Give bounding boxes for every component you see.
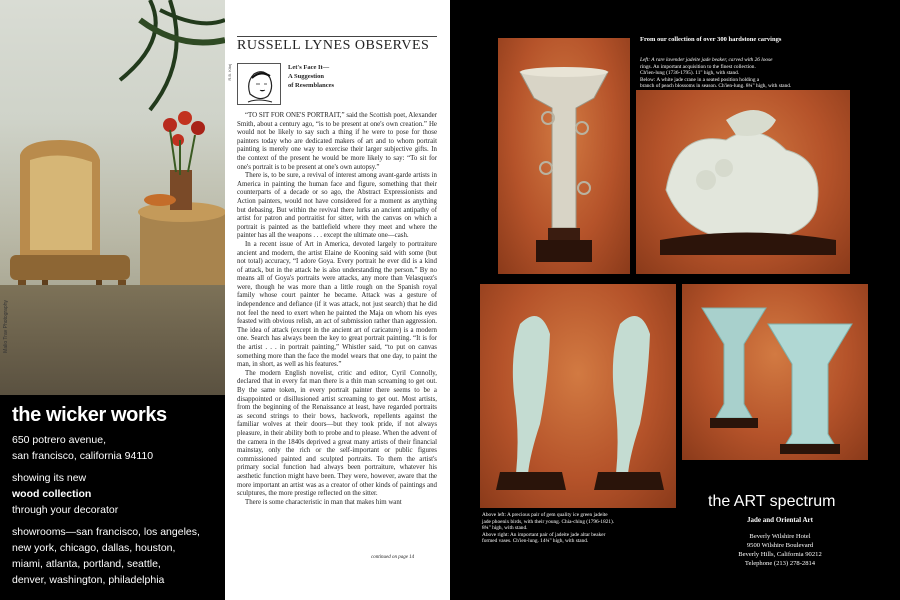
paragraph: There is, to be sure, a revival of interest among avant-garde artists in America in painting the human face and figure, something that their counterparts of a decade or so ago, the Abstract Expressionists and Action painters, would not have considered for a moment as anything but debasing. But within the revival there lurks an ancient antipathy of artist for patron and portraitist for sitter, with the canvas on which a portrait is painted as the battlefield where they meet and where the painter has all the weapons . . . except the ultimate one—cash. xyxy=(237,172,437,240)
article-subtitle xyxy=(288,63,334,90)
wicker-chair-photo xyxy=(0,0,225,395)
bottom-caption xyxy=(482,512,682,545)
subtitle-line: Let's Face It— xyxy=(288,64,330,71)
showrooms-line: denver, washington, philadelphia xyxy=(12,574,165,586)
article-body xyxy=(237,112,437,552)
paragraph: There is some characteristic in man that makes him want xyxy=(245,498,402,506)
caption-line: Left: A rare lavender jadeite jade beaker, carved with 26 loose xyxy=(640,57,773,63)
showrooms-line: miami, atlanta, portland, seattle, xyxy=(12,558,161,570)
address-line: 650 potrero avenue, xyxy=(12,434,106,446)
caption-line: Above left: A precious pair of gem quality ice green jadeite xyxy=(482,512,608,518)
paragraph: “TO SIT FOR ONE'S PORTRAIT,” said the Scottish poet, Alexander Smith, about a century ago, “is to be present at one's own creation.” He would not be likely to say such a thing if he were to pose for those painters today who are dedicated makers of art and to whom portrait painting is merely one way to exercise their larger subjective gifts. In the context of the present he would be more likely to say: “To sit for one's portrait is to be present at one's own autopsy.” xyxy=(237,112,437,171)
art-spectrum-logo: the ART spectrum xyxy=(708,493,836,510)
caption-line: branch of peach blossoms in season. Ch'ien-lung. 8¾" high, with stand. xyxy=(640,83,792,90)
caption-line: rings. An important acquisition to the finest collection. xyxy=(640,63,756,70)
photo-credit: Malio Trav Photography xyxy=(3,300,9,353)
address-line: 9500 Wilshire Boulevard xyxy=(746,542,814,549)
decorator-line: through your decorator xyxy=(12,504,119,516)
article-title: RUSSELL LYNES OBSERVES xyxy=(237,38,430,53)
portrait-credit: R.B. Kitaj xyxy=(227,64,232,81)
collection-line: wood collection xyxy=(12,488,92,500)
white-jade-crane-photo xyxy=(636,90,850,274)
continued-note: continued on page 14 xyxy=(371,555,415,560)
caption-line: Ch'ien-lung (1736-1795). 11" high, with stand. xyxy=(640,70,740,77)
altar-vases-photo xyxy=(682,284,868,460)
lavender-beaker-photo xyxy=(498,38,630,274)
subtitle-line: of Resemblances xyxy=(288,82,335,89)
paragraph: The modern English novelist, critic and editor, Cyril Connolly, declared that in every fat man there is a thin man screaming to get out. By the same token, in every portrait painter there seems to be a disappointed or disillusioned artist screaming to get out. Most artists, from the beginning of the Renaissance at least, have regarded portraits as second strings to their bows, hackwork, repellents against the familiar wolves at their doors—but they took pride, if not always pleasure, in their ability both to probe and to please. When the advent of the camera in the 1840s deprived a great many artists of their financial mainstay, only the rich or the self-important or public figures commissioned painted and sculpted portraits. To them the artist's primary social function had always been portraiture, whatever his aesthetic function might have been. They were, however, aware that the more important an artist was as a creator of other kinds of paintings and sculptures, the more prestige reflected on the sitter. xyxy=(237,369,437,498)
address-line: san francisco, california 94110 xyxy=(12,450,154,462)
vases-illustration xyxy=(682,284,868,460)
showrooms-line: showrooms—san francisco, los angeles, xyxy=(12,526,200,538)
paragraph: In a recent issue of Art in America, devoted largely to portraiture ancient and modern, the artist Elaine de Kooning said with some (but not total) accuracy, “I adore Goya. Every portrait he ever did is a kind of attack, but in the attack he is also understanding the person.” By no means all of Goya's portraits were attacks, any more than Velasquez's were, though he was more than a little rough on the Spanish royal family whose court painter he became. Attack was a gesture of independence and defiance (if it was attack, not just search) that he did not feel the need to exert when he painted the Maja on whom his eyes feasted with obvious relish, an act of submission rather than aggression. The idea of attack (except in the ancient art of caricature) is a modern one. Search has always been the key to great portrait painting. “It is for the artist . . . in portrait painting,” Whistler said, “to put on canvas something more than the face the model wears that one day, to paint the man, in short, as well as his features.” xyxy=(237,240,437,369)
caption-line: formed vases. Ch'ien-lung. 14¾" high, with stand. xyxy=(482,538,589,545)
collection-heading: From our collection of over 300 hardstone carvings xyxy=(640,36,782,43)
address-line: Beverly Hills, California 90212 xyxy=(738,551,822,558)
art-spectrum-ad xyxy=(450,0,900,600)
subtitle-line: A Suggestion xyxy=(288,73,324,80)
caption-line: Below: A white jade crane in a seated position holding a xyxy=(640,76,760,83)
crane-illustration xyxy=(636,90,850,274)
portrait-sketch xyxy=(238,64,280,104)
author-portrait xyxy=(227,63,281,105)
showing-line: showing its new xyxy=(12,472,87,484)
wicker-works-ad xyxy=(0,0,225,600)
beaker-illustration xyxy=(498,38,630,274)
title-rule xyxy=(237,36,437,37)
tagline: Jade and Oriental Art xyxy=(747,516,813,524)
caption-line: jade phoenix birds, with their young. Chia-ching (1796-1821). xyxy=(482,518,615,525)
showrooms-line: new york, chicago, dallas, houston, xyxy=(12,542,176,554)
phoenix-illustration xyxy=(480,284,676,508)
phone-line: Telephone (213) 278-2814 xyxy=(744,560,816,567)
brand-name: the wicker works xyxy=(12,404,167,426)
address-line: Beverly Wilshire Hotel xyxy=(749,533,811,540)
caption-line: Above right: An important pair of jadeite jade altar beaker xyxy=(482,531,606,538)
phoenix-birds-photo xyxy=(480,284,676,508)
top-caption xyxy=(640,57,890,90)
caption-line: 8¾" high, with stand. xyxy=(482,525,528,532)
article-page xyxy=(225,0,450,600)
